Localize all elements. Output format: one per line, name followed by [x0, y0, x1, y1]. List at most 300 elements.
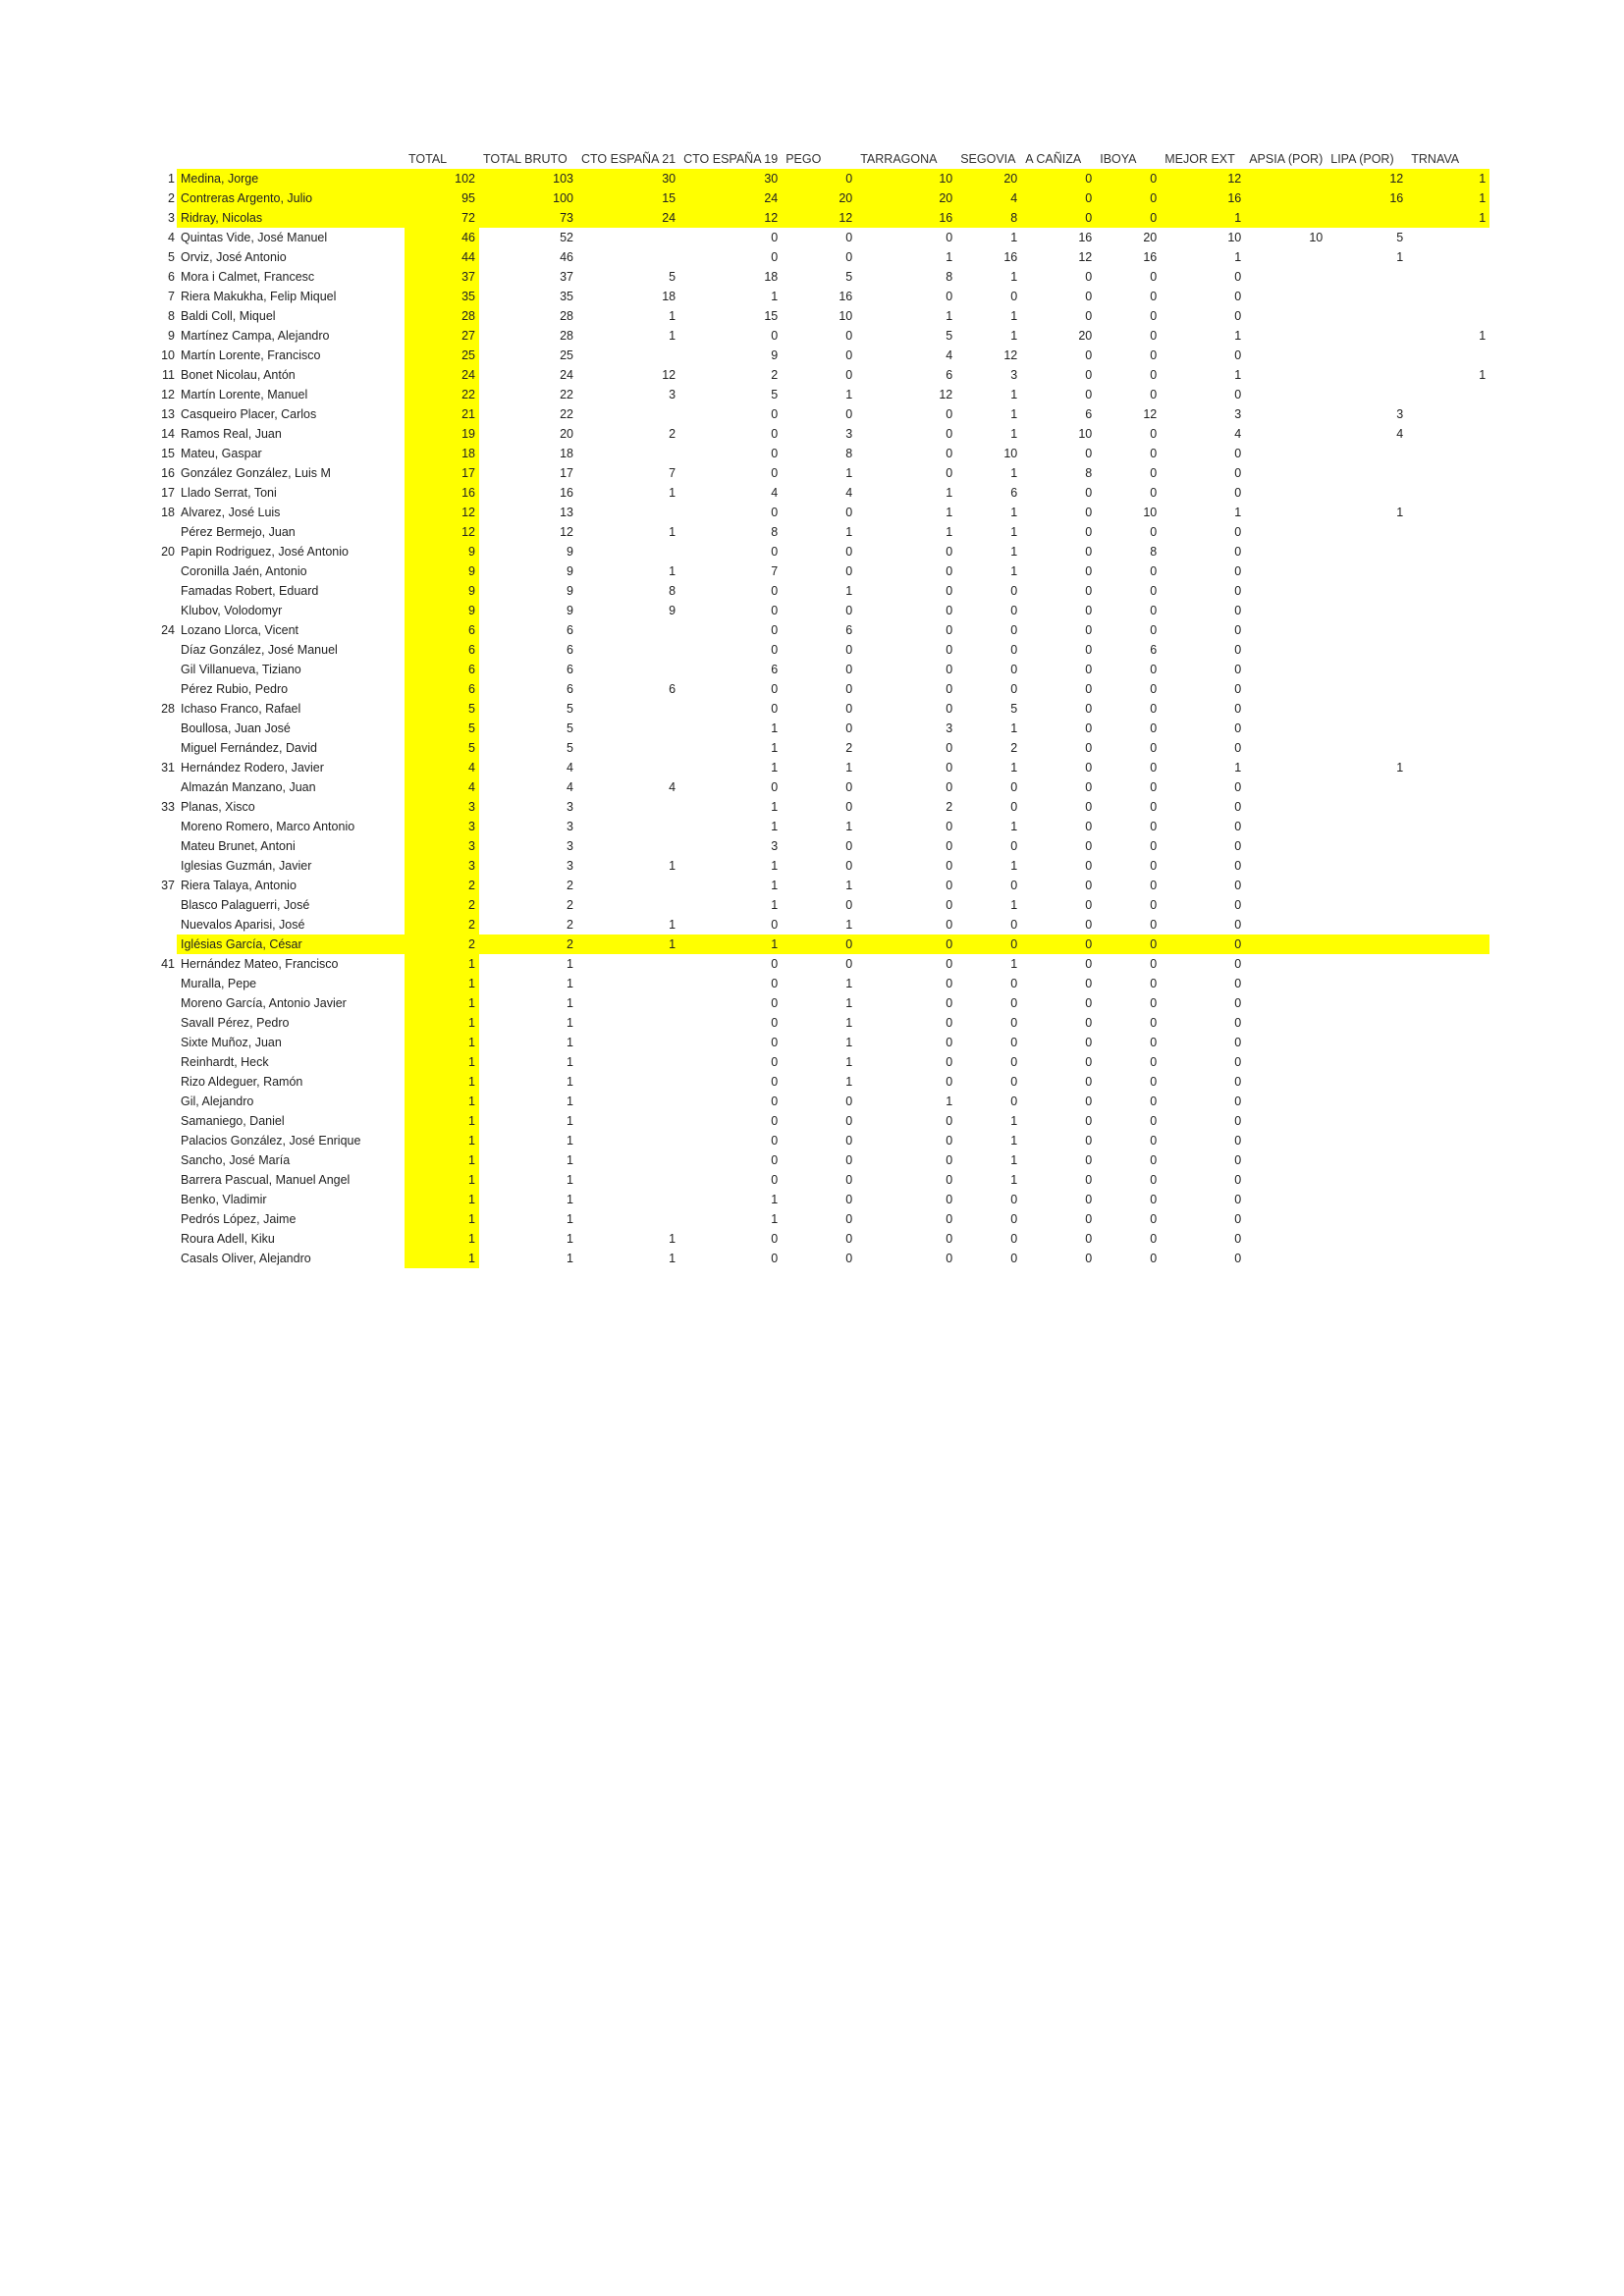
score-cell: 0 [771, 1232, 779, 1246]
score-cell: 0 [1234, 682, 1242, 696]
score-cell: 6 [669, 682, 677, 696]
score-cell: 1 [669, 918, 677, 932]
score-cell: 0 [1085, 741, 1093, 755]
score-cell [1245, 1072, 1326, 1092]
score-cell: 0 [1150, 741, 1158, 755]
column-header: IBOYA [1100, 152, 1137, 166]
score-cell: 6 [567, 623, 573, 637]
score-cell [1326, 915, 1407, 934]
score-cell [1326, 1249, 1407, 1268]
score-cell: 1 [771, 721, 779, 735]
player-name-cell: Ramos Real, Juan [181, 427, 282, 441]
score-cell: 30 [577, 169, 679, 188]
table-row [157, 561, 1489, 581]
score-cell: 0 [1150, 898, 1158, 912]
rank-cell [157, 1052, 177, 1072]
rank-cell: 17 [161, 486, 175, 500]
score-cell: 0 [845, 663, 853, 676]
score-cell: 0 [1234, 525, 1242, 539]
score-cell: 0 [771, 977, 779, 990]
player-name-cell: Casqueiro Placer, Carlos [181, 407, 317, 421]
score-cell: 1 [567, 1114, 573, 1128]
player-name-cell: Roura Adell, Kiku [181, 1232, 275, 1246]
rank-cell [157, 522, 177, 542]
column-header: LIPA (POR) [1330, 152, 1394, 166]
total-cell: 3 [405, 817, 479, 836]
score-cell [577, 699, 679, 719]
score-cell: 0 [1234, 1153, 1242, 1167]
score-cell: 0 [1234, 879, 1242, 892]
score-cell: 0 [1150, 584, 1158, 598]
table-row [157, 777, 1489, 797]
rank-cell: 1 [168, 172, 175, 186]
score-cell [1326, 738, 1407, 758]
table-row [157, 876, 1489, 895]
score-cell: 1 [845, 388, 853, 401]
score-cell: 1 [567, 1232, 573, 1246]
player-name-cell: Mora i Calmet, Francesc [181, 270, 315, 284]
rank-cell [157, 561, 177, 581]
score-cell [1245, 620, 1326, 640]
table-row [157, 365, 1489, 385]
rank-cell [157, 601, 177, 620]
score-cell: 2 [479, 934, 577, 954]
player-name-cell: Medina, Jorge [177, 169, 405, 188]
score-cell: 20 [560, 427, 573, 441]
score-cell: 0 [1085, 1134, 1093, 1148]
total-cell: 72 [405, 208, 479, 228]
score-cell: 0 [845, 506, 853, 519]
score-cell: 4 [845, 486, 853, 500]
score-cell: 0 [946, 741, 953, 755]
score-cell: 0 [845, 250, 853, 264]
total-cell: 5 [405, 719, 479, 738]
score-cell: 8 [669, 584, 677, 598]
score-cell [1326, 346, 1407, 365]
score-cell: 0 [1010, 1232, 1018, 1246]
total-cell: 1 [405, 1150, 479, 1170]
score-cell: 0 [946, 1075, 953, 1089]
score-cell: 1 [771, 879, 779, 892]
score-cell: 0 [1085, 525, 1093, 539]
score-cell [1407, 777, 1489, 797]
score-cell: 0 [771, 604, 779, 617]
total-cell: 24 [405, 365, 479, 385]
score-cell [1407, 1072, 1489, 1092]
score-cell [1407, 463, 1489, 483]
score-cell: 0 [1010, 977, 1018, 990]
score-cell [577, 228, 679, 247]
total-cell: 9 [405, 601, 479, 620]
score-cell: 1 [946, 506, 953, 519]
rank-cell: 7 [168, 290, 175, 303]
total-cell: 1 [405, 1033, 479, 1052]
table-row [157, 895, 1489, 915]
column-header: MEJOR EXT [1164, 152, 1235, 166]
score-cell: 10 [1227, 231, 1242, 244]
table-row [157, 1013, 1489, 1033]
score-cell: 5 [845, 270, 853, 284]
score-cell: 0 [1010, 1212, 1018, 1226]
score-cell: 0 [1150, 447, 1158, 460]
score-cell [1245, 1209, 1326, 1229]
score-cell: 0 [782, 934, 856, 954]
rank-cell [157, 1249, 177, 1268]
score-cell: 0 [1150, 1193, 1158, 1206]
score-cell: 0 [1234, 1016, 1242, 1030]
score-cell: 0 [1085, 1252, 1093, 1265]
score-cell: 1 [771, 820, 779, 833]
score-cell: 0 [771, 682, 779, 696]
score-cell: 1 [567, 1193, 573, 1206]
player-name-cell: Pérez Bermejo, Juan [181, 525, 296, 539]
score-cell: 0 [845, 1252, 853, 1265]
score-cell [1245, 287, 1326, 306]
score-cell [1407, 228, 1489, 247]
score-cell: 0 [1150, 1016, 1158, 1030]
score-cell [1326, 1229, 1407, 1249]
rank-cell: 2 [168, 191, 175, 205]
score-cell: 0 [1085, 447, 1093, 460]
score-cell: 0 [1021, 169, 1096, 188]
score-cell: 0 [1234, 780, 1242, 794]
score-cell: 0 [1085, 270, 1093, 284]
score-cell [1245, 208, 1326, 228]
score-cell: 0 [1010, 623, 1018, 637]
score-cell: 0 [845, 682, 853, 696]
score-cell [1407, 267, 1489, 287]
score-cell: 3 [771, 839, 779, 853]
score-cell: 0 [771, 427, 779, 441]
rank-cell [157, 1209, 177, 1229]
score-cell: 6 [1010, 486, 1018, 500]
total-cell: 2 [405, 895, 479, 915]
score-cell: 1 [845, 977, 853, 990]
score-cell: 1 [567, 977, 573, 990]
score-cell: 0 [845, 1153, 853, 1167]
score-cell [1245, 777, 1326, 797]
score-cell [1407, 247, 1489, 267]
score-cell: 16 [856, 208, 956, 228]
score-cell: 4 [1234, 427, 1242, 441]
score-cell [577, 1209, 679, 1229]
column-header: TARRAGONA [860, 152, 938, 166]
score-cell: 0 [845, 231, 853, 244]
score-cell: 0 [845, 780, 853, 794]
score-cell: 0 [946, 780, 953, 794]
score-cell: 6 [1150, 643, 1158, 657]
score-cell: 0 [771, 506, 779, 519]
total-cell: 5 [405, 738, 479, 758]
total-cell: 22 [405, 385, 479, 404]
score-cell: 0 [1085, 702, 1093, 716]
score-cell [1245, 1229, 1326, 1249]
score-cell [577, 346, 679, 365]
score-cell [1245, 895, 1326, 915]
score-cell: 1 [567, 996, 573, 1010]
score-cell: 0 [1150, 1153, 1158, 1167]
score-cell [1326, 1033, 1407, 1052]
player-name-cell: Martín Lorente, Manuel [181, 388, 308, 401]
total-cell: 1 [405, 1131, 479, 1150]
table-row [157, 1131, 1489, 1150]
total-cell: 1 [405, 1072, 479, 1092]
score-cell [1326, 1131, 1407, 1150]
score-cell: 0 [1021, 934, 1096, 954]
score-cell: 1 [567, 1055, 573, 1069]
score-cell: 0 [1150, 388, 1158, 401]
player-name-cell: Martín Lorente, Francisco [181, 348, 321, 362]
score-cell [1245, 404, 1326, 424]
score-cell: 0 [845, 564, 853, 578]
score-cell [1326, 561, 1407, 581]
score-cell: 2 [845, 741, 853, 755]
player-name-cell: Almazán Manzano, Juan [181, 780, 316, 794]
score-cell: 1 [669, 859, 677, 873]
score-cell: 10 [1078, 427, 1093, 441]
table-row [157, 660, 1489, 679]
score-cell: 0 [771, 780, 779, 794]
score-cell [1245, 385, 1326, 404]
score-cell [1407, 699, 1489, 719]
rank-cell: 9 [168, 329, 175, 343]
total-cell: 4 [405, 777, 479, 797]
score-cell [1407, 503, 1489, 522]
player-name-cell: Rizo Aldeguer, Ramón [181, 1075, 303, 1089]
score-cell [577, 1111, 679, 1131]
score-cell [1245, 1092, 1326, 1111]
score-cell: 1 [1010, 329, 1018, 343]
score-cell: 0 [946, 1114, 953, 1128]
score-cell: 0 [771, 407, 779, 421]
total-cell: 18 [405, 444, 479, 463]
score-cell: 0 [1234, 859, 1242, 873]
total-cell: 28 [405, 306, 479, 326]
player-name-cell: Iglesias Guzmán, Javier [181, 859, 312, 873]
score-cell: 0 [1234, 663, 1242, 676]
score-cell [1407, 797, 1489, 817]
score-cell: 1 [567, 1173, 573, 1187]
rank-cell [157, 934, 177, 954]
score-cell: 24 [679, 188, 782, 208]
score-cell: 0 [1150, 1036, 1158, 1049]
total-cell: 12 [405, 522, 479, 542]
score-cell: 0 [946, 1134, 953, 1148]
score-cell: 0 [1150, 702, 1158, 716]
table-row [157, 915, 1489, 934]
score-cell: 5 [567, 702, 573, 716]
score-cell [577, 797, 679, 817]
rank-cell: 28 [161, 702, 175, 716]
score-cell [1326, 463, 1407, 483]
score-cell [1245, 247, 1326, 267]
score-cell: 0 [1234, 486, 1242, 500]
score-cell: 0 [946, 1055, 953, 1069]
score-cell: 0 [1234, 623, 1242, 637]
score-cell [1407, 856, 1489, 876]
score-cell [1407, 993, 1489, 1013]
total-cell: 16 [405, 483, 479, 503]
score-cell: 1 [1010, 721, 1018, 735]
total-cell: 17 [405, 463, 479, 483]
score-cell [1407, 1033, 1489, 1052]
total-cell: 1 [405, 1111, 479, 1131]
score-cell: 0 [1234, 309, 1242, 323]
score-cell: 1 [1010, 231, 1018, 244]
score-cell: 1 [1010, 388, 1018, 401]
score-cell [1326, 581, 1407, 601]
table-row [157, 974, 1489, 993]
score-cell: 0 [1234, 348, 1242, 362]
score-cell: 16 [1326, 188, 1407, 208]
total-cell: 95 [405, 188, 479, 208]
score-cell: 0 [946, 1173, 953, 1187]
score-cell [1407, 561, 1489, 581]
score-cell [1245, 876, 1326, 895]
score-cell: 0 [771, 918, 779, 932]
score-cell: 0 [1010, 682, 1018, 696]
score-cell: 0 [845, 368, 853, 382]
score-cell: 0 [946, 643, 953, 657]
score-cell: 1 [1234, 368, 1242, 382]
score-cell [1245, 561, 1326, 581]
score-cell: 0 [1085, 1075, 1093, 1089]
score-cell: 0 [1010, 1075, 1018, 1089]
score-cell: 0 [1096, 169, 1161, 188]
score-cell: 0 [1085, 879, 1093, 892]
score-cell: 3 [1234, 407, 1242, 421]
score-cell [1326, 836, 1407, 856]
score-cell: 4 [567, 761, 573, 774]
score-cell: 0 [1010, 643, 1018, 657]
score-cell: 3 [1010, 368, 1018, 382]
score-cell: 4 [669, 780, 677, 794]
rank-cell: 16 [161, 466, 175, 480]
score-cell: 1 [845, 1055, 853, 1069]
rank-cell [157, 738, 177, 758]
score-cell: 1 [1010, 407, 1018, 421]
player-name-cell: Martínez Campa, Alejandro [181, 329, 330, 343]
score-cell: 0 [1234, 820, 1242, 833]
score-cell: 2 [669, 427, 677, 441]
score-cell: 0 [771, 623, 779, 637]
score-cell [1245, 346, 1326, 365]
score-cell: 0 [1085, 839, 1093, 853]
score-cell [577, 836, 679, 856]
score-cell: 1 [845, 820, 853, 833]
score-cell: 0 [1085, 545, 1093, 559]
score-cell: 1 [845, 996, 853, 1010]
score-cell [1407, 738, 1489, 758]
rank-cell [157, 777, 177, 797]
total-cell: 1 [405, 1229, 479, 1249]
score-cell: 1 [669, 486, 677, 500]
score-cell [1326, 365, 1407, 385]
score-cell: 0 [1096, 208, 1161, 228]
score-cell: 22 [560, 388, 573, 401]
rank-cell: 31 [161, 761, 175, 774]
score-cell [1326, 1209, 1407, 1229]
score-cell: 0 [1085, 957, 1093, 971]
score-cell: 0 [1150, 839, 1158, 853]
score-cell [1245, 993, 1326, 1013]
rank-cell: 13 [161, 407, 175, 421]
score-cell [1407, 1249, 1489, 1268]
table-row [157, 1209, 1489, 1229]
score-cell: 0 [946, 977, 953, 990]
score-cell: 0 [845, 1114, 853, 1128]
score-cell: 1 [771, 800, 779, 814]
rank-cell [157, 1092, 177, 1111]
score-cell: 4 [567, 780, 573, 794]
score-cell [1245, 640, 1326, 660]
score-cell [1326, 620, 1407, 640]
score-cell: 1 [771, 1193, 779, 1206]
score-cell [1245, 424, 1326, 444]
score-cell: 73 [479, 208, 577, 228]
score-cell [1407, 404, 1489, 424]
score-cell: 0 [1234, 1193, 1242, 1206]
total-cell: 1 [405, 1170, 479, 1190]
score-cell: 0 [771, 996, 779, 1010]
score-cell: 103 [479, 169, 577, 188]
rank-cell: 3 [168, 211, 175, 225]
score-cell: 1 [1407, 169, 1489, 188]
score-cell: 3 [1396, 407, 1404, 421]
score-cell [577, 1033, 679, 1052]
score-cell: 0 [845, 1193, 853, 1206]
score-cell: 0 [845, 898, 853, 912]
score-cell: 0 [1234, 643, 1242, 657]
score-cell: 1 [1010, 859, 1018, 873]
total-cell: 3 [405, 836, 479, 856]
total-cell: 44 [405, 247, 479, 267]
score-cell: 16 [1161, 188, 1245, 208]
score-cell: 0 [1150, 270, 1158, 284]
score-cell: 0 [771, 1016, 779, 1030]
score-cell: 4 [956, 188, 1021, 208]
score-cell: 8 [845, 447, 853, 460]
score-cell: 13 [560, 506, 573, 519]
score-cell: 0 [956, 934, 1021, 954]
score-cell: 0 [1085, 584, 1093, 598]
score-cell: 0 [845, 329, 853, 343]
score-cell: 3 [946, 721, 953, 735]
score-cell: 0 [845, 1232, 853, 1246]
score-cell [1245, 1150, 1326, 1170]
score-cell: 0 [845, 702, 853, 716]
table-row [157, 699, 1489, 719]
rank-cell: 33 [161, 800, 175, 814]
total-cell: 6 [405, 679, 479, 699]
score-cell [577, 620, 679, 640]
score-cell: 0 [946, 1252, 953, 1265]
score-cell [1326, 326, 1407, 346]
player-name-cell: Samaniego, Daniel [181, 1114, 285, 1128]
score-cell: 35 [560, 290, 573, 303]
score-cell: 6 [946, 368, 953, 382]
score-cell: 0 [1085, 1232, 1093, 1246]
score-cell: 2 [567, 879, 573, 892]
score-cell: 0 [946, 839, 953, 853]
player-name-cell: Gil, Alejandro [181, 1095, 254, 1108]
score-cell [1407, 444, 1489, 463]
player-name-cell: González González, Luis M [181, 466, 331, 480]
score-cell [1245, 915, 1326, 934]
score-cell: 0 [771, 1075, 779, 1089]
score-cell [1326, 974, 1407, 993]
score-cell: 0 [1150, 800, 1158, 814]
